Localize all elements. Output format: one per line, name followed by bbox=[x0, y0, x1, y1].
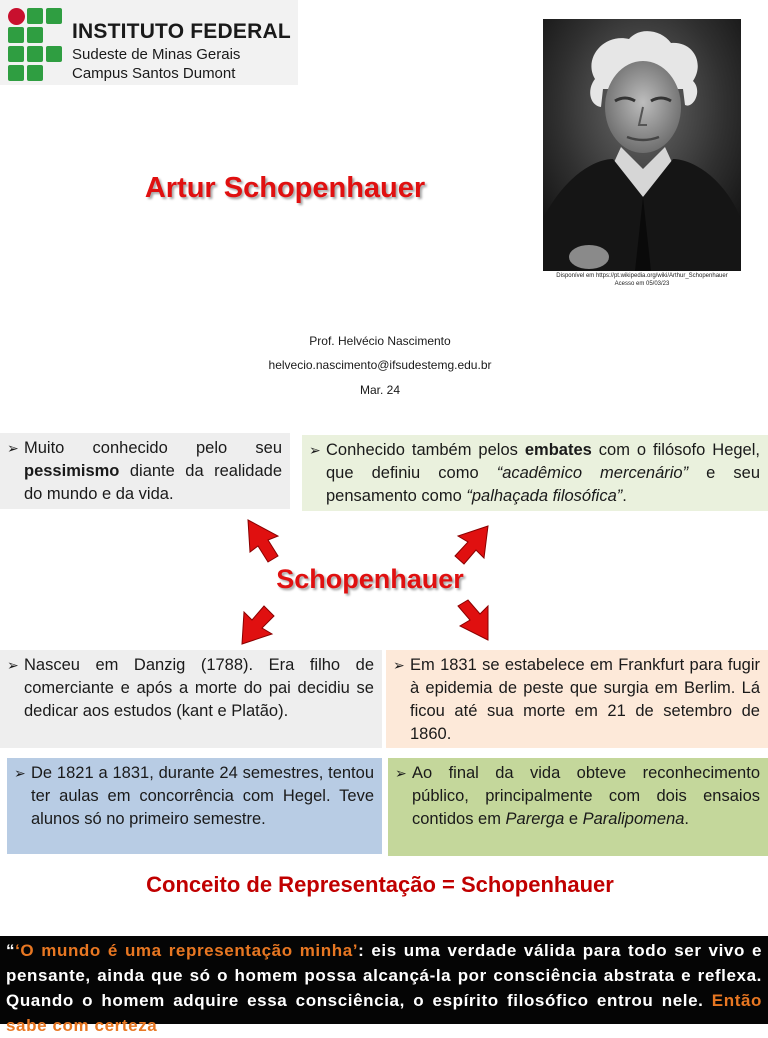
presentation-date: Mar. 24 bbox=[359, 383, 401, 397]
quote-highlight: ‘O mundo é uma representação minha’ bbox=[15, 941, 359, 960]
bullet-arrow-icon: ➢ bbox=[7, 440, 19, 456]
quote-tail: Então sabe com certeza bbox=[6, 991, 762, 1035]
fact-box-pessimism: ➢ Muito conhecido pelo seu pessimismo diante da realidade do mundo e da vida. bbox=[0, 433, 290, 509]
logo-campus: Campus Santos Dumont bbox=[72, 65, 236, 82]
logo-subtitle: Sudeste de Minas Gerais bbox=[72, 46, 241, 63]
arrow-up-right-icon bbox=[455, 526, 488, 564]
page-title: Artur Schopenhauer bbox=[144, 172, 426, 204]
quote-block: “‘O mundo é uma representação minha’: eis uma verdade válida para todo ser vivo e pensante, ainda que só o homem possa alcançá-la por consciência abstrata e reflexa. Quando o homem adquire essa consciência, o espírito filosófico entrou nele. Então sabe com certeza bbox=[0, 936, 768, 1024]
arrow-down-right-icon bbox=[458, 600, 488, 640]
center-topic: Schopenhauer bbox=[276, 564, 464, 594]
fact-box-lectures: ➢ De 1821 a 1831, durante 24 semestres, tentou ter aulas em concorrência com Hegel. Teve alunos só no primeiro semestre. bbox=[7, 758, 382, 854]
fact-box-frankfurt: ➢ Em 1831 se estabelece em Frankfurt para fugir à epidemia de peste que surgia em Berlim. Lá ficou até sua morte em 21 de setembro de 1860. bbox=[386, 650, 768, 748]
arrow-down-left-icon bbox=[242, 606, 274, 644]
bullet-arrow-icon: ➢ bbox=[395, 765, 407, 781]
bullet-arrow-icon: ➢ bbox=[393, 657, 405, 673]
section-heading: Conceito de Representação = Schopenhauer bbox=[146, 872, 614, 897]
bullet-arrow-icon: ➢ bbox=[14, 765, 26, 781]
fact-box-hegel: ➢ Conhecido também pelos embates com o filósofo Hegel, que definiu como “acadêmico mercenário” e seu pensamento como “palhaçada filosófica”. bbox=[302, 435, 768, 511]
logo-title: INSTITUTO FEDERAL bbox=[72, 20, 291, 43]
caption-source: Disponível em https://pt.wikipedia.org/wiki/Arthur_Schopenhauer bbox=[556, 273, 728, 279]
author-name: Prof. Helvécio Nascimento bbox=[309, 334, 451, 348]
caption-access-date: Acesso em 05/03/23 bbox=[614, 281, 670, 287]
fact-box-recognition: ➢ Ao final da vida obteve reconhecimento público, principalmente com dois ensaios contidos em Parerga e Paralipomena. bbox=[388, 758, 768, 856]
bullet-arrow-icon: ➢ bbox=[309, 442, 321, 458]
arrow-up-left-icon bbox=[248, 520, 278, 562]
fact-box-birth: ➢ Nasceu em Danzig (1788). Era filho de comerciante e após a morte do pai decidiu se dedicar aos estudos (kant e Platão). bbox=[0, 650, 382, 748]
bullet-arrow-icon: ➢ bbox=[7, 657, 19, 673]
author-email: helvecio.nascimento@ifsudestemg.edu.br bbox=[268, 358, 492, 372]
